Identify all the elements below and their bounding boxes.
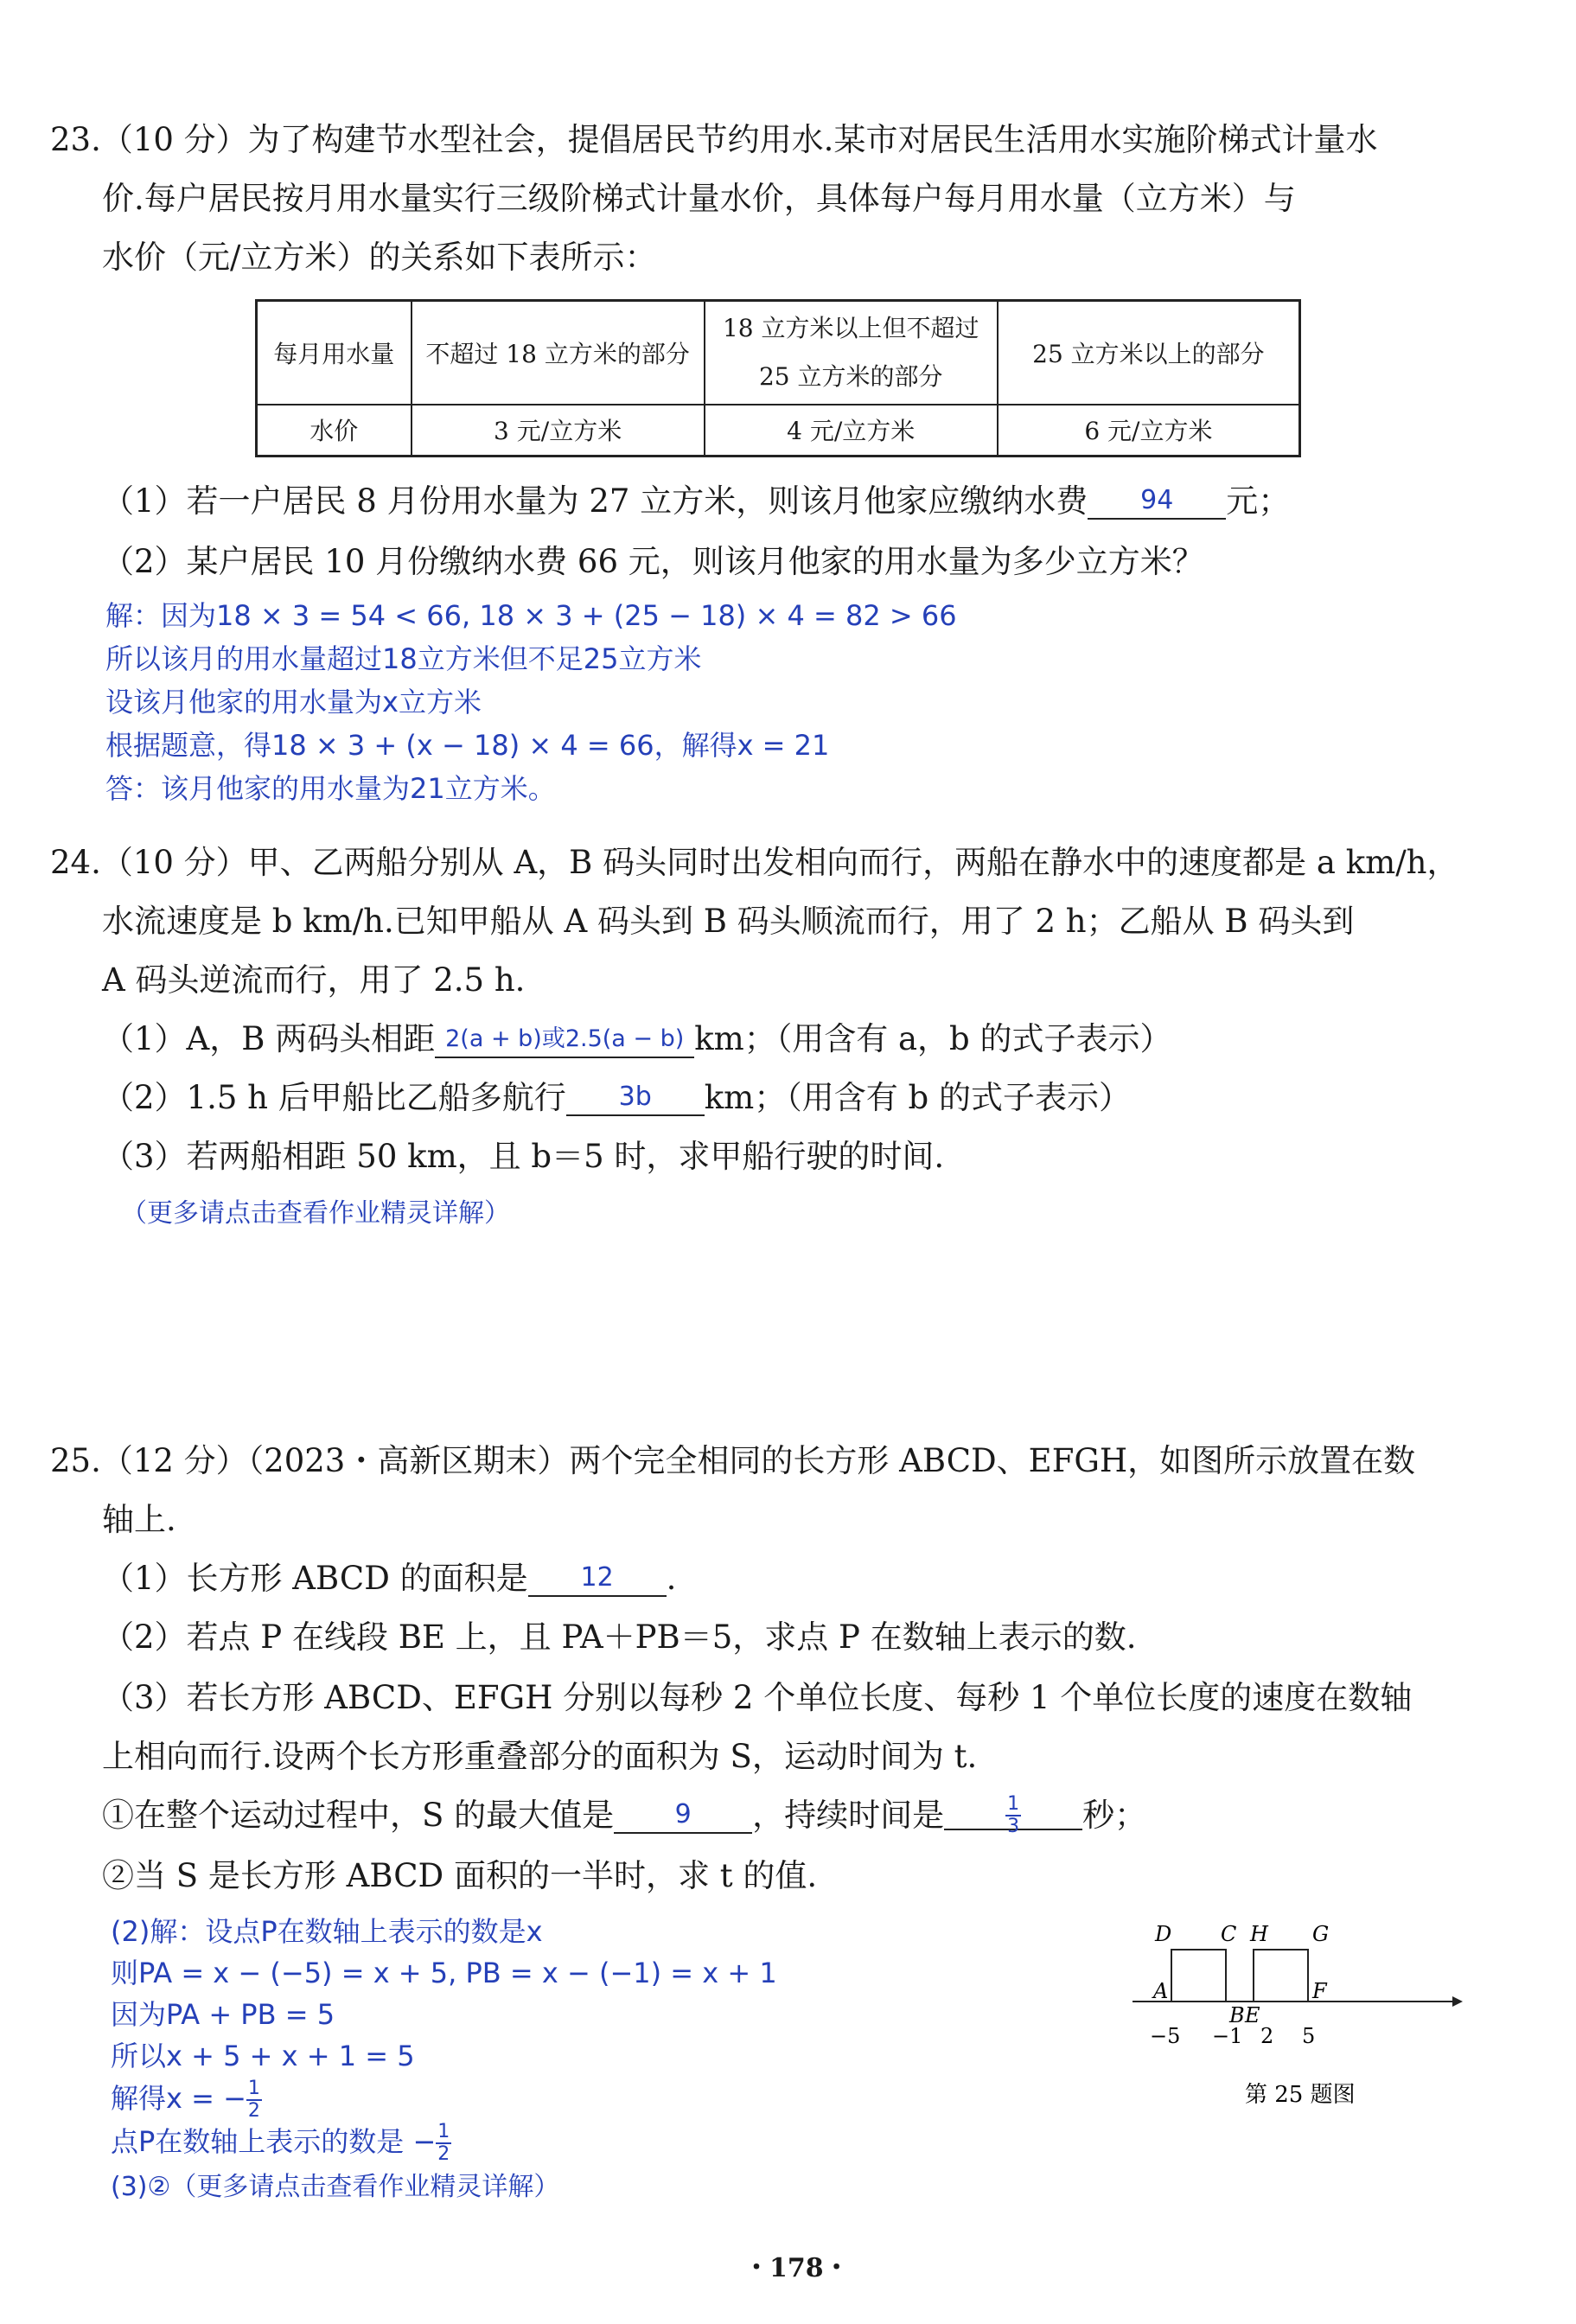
vertex-label: A	[1153, 1979, 1169, 2003]
q25-part3-line1: （3）若长方形 ABCD、EFGH 分别以每秒 2 个单位长度、每秒 1 个单位长度的速度在数轴	[102, 1679, 1413, 1716]
vertex-label: E	[1245, 2003, 1260, 2027]
rectangle-abcd	[1171, 1950, 1226, 2002]
fraction	[1005, 1794, 1021, 1837]
q24-part2	[102, 1077, 1131, 1120]
q25-line2: 轴上.	[102, 1501, 176, 1538]
table-header-cell	[705, 301, 998, 405]
vertex-label: B	[1229, 2003, 1245, 2027]
q23-line1: 23.（10 分）为了构建节水型社会，提倡居民节约用水.某市对居民生活用水实施阶梯式计量水	[50, 121, 1378, 158]
q25-solution-line: 因为PA + PB = 5	[111, 1998, 335, 2031]
fraction	[246, 2078, 262, 2122]
q25-c1-duration-answer	[944, 1792, 1082, 1837]
q25-more-link[interactable]: (3)②（更多请点击查看作业精灵详解）	[111, 2172, 560, 2202]
q23-part1	[102, 481, 1290, 523]
table-cell: 水价	[257, 405, 412, 456]
q25-solution-line: 所以x + 5 + x + 1 = 5	[111, 2040, 415, 2072]
q24-part2-unit: km；（用含有 b 的式子表示）	[704, 1079, 1131, 1116]
tick-label: −5	[1150, 2024, 1181, 2048]
q24-part1	[102, 1018, 1172, 1062]
table-header-line: 25 立方米的部分	[758, 361, 943, 391]
table-header-line: 18 立方米以上但不超过	[722, 313, 979, 342]
table-cell: 6 元/立方米	[998, 405, 1300, 456]
q23-part1-text: （1）若一户居民 8 月份用水量为 27 立方米，则该月他家应缴纳水费	[102, 482, 1088, 520]
vertex-label: H	[1250, 1922, 1268, 1946]
number-line-diagram	[1124, 1915, 1487, 2114]
q23-solution-line: 根据题意，得18 × 3 + (x − 18) × 4 = 66，解得x = 21	[105, 729, 830, 762]
q23-solution-line: 设该月他家的用水量为x立方米	[105, 686, 482, 718]
q24-more-link[interactable]: （更多请点击查看作业精灵详解）	[121, 1198, 510, 1229]
fraction-numerator: 1	[247, 2078, 260, 2099]
q24-part3: （3）若两船相距 50 km，且 b＝5 时，求甲船行驶的时间.	[102, 1138, 945, 1175]
vertex-label: G	[1312, 1922, 1330, 1946]
q25-c1-answer: 9	[614, 1797, 752, 1834]
q24-part2-text: （2）1.5 h 后甲船比乙船多航行	[102, 1079, 566, 1116]
q25-part1	[102, 1558, 676, 1600]
fraction-denominator: 2	[437, 2143, 450, 2165]
q25-solution-line	[111, 2122, 451, 2165]
q23-solution-line: 答：该月他家的用水量为21立方米。	[105, 772, 556, 805]
tick-label: 2	[1260, 2024, 1274, 2048]
q25-solution-text: 解得x = −	[111, 2082, 246, 2115]
water-price-table	[255, 299, 1301, 457]
q25-solution-text: 点P在数轴上表示的数是 −	[111, 2125, 437, 2158]
fraction-denominator: 2	[247, 2100, 260, 2122]
q25-part1-end: .	[666, 1560, 677, 1597]
q25-part3-c1	[102, 1792, 1147, 1837]
q23-solution-line: 解：因为18 × 3 = 54 < 66, 18 × 3 + (25 − 18) × 4 = 82 > 66	[105, 599, 957, 632]
q23-solution-line: 所以该月的用水量超过18立方米但不足25立方米	[105, 642, 702, 675]
tick-label: 5	[1302, 2024, 1316, 2048]
q23-part1-answer: 94	[1088, 483, 1226, 520]
table-header-cell: 25 立方米以上的部分	[998, 301, 1300, 405]
fraction-numerator: 1	[437, 2121, 450, 2142]
q25-part3-c2: ②当 S 是长方形 ABCD 面积的一半时，求 t 的值.	[102, 1857, 818, 1894]
q25-solution-line: 则PA = x − (−5) = x + 5, PB = x − (−1) = x + 1	[111, 1957, 777, 1989]
q25-c1-text: ①在整个运动过程中，S 的最大值是	[102, 1797, 615, 1834]
fraction-numerator: 1	[1007, 1792, 1020, 1815]
fraction	[436, 2122, 451, 2165]
q24-part1-unit: km；（用含有 a，b 的式子表示）	[694, 1020, 1172, 1057]
q24-part1-text: （1）A，B 两码头相距	[102, 1020, 436, 1057]
table-header-cell: 不超过 18 立方米的部分	[412, 301, 705, 405]
q24-line1: 24.（10 分）甲、乙两船分别从 A，B 码头同时出发相向而行，两船在静水中的速度都是 a km/h，	[50, 844, 1459, 881]
q25-c1-unit: 秒；	[1082, 1797, 1147, 1834]
table-cell: 4 元/立方米	[705, 405, 998, 456]
table-cell: 3 元/立方米	[412, 405, 705, 456]
q23-part1-unit: 元；	[1226, 482, 1291, 520]
q25-c1-mid: ，持续时间是	[752, 1797, 945, 1834]
tick-label: −1	[1212, 2024, 1243, 2048]
arrowhead-icon	[1452, 1996, 1463, 2007]
table-header-cell: 每月用水量	[257, 301, 412, 405]
q25-solution-line	[111, 2078, 262, 2122]
q25-part1-text: （1）长方形 ABCD 的面积是	[102, 1560, 528, 1597]
q24-part2-answer: 3b	[566, 1080, 705, 1116]
q23-part2: （2）某户居民 10 月份缴纳水费 66 元，则该月他家的用水量为多少立方米？	[102, 543, 1204, 580]
q25-part3-line2: 上相向而行.设两个长方形重叠部分的面积为 S，运动时间为 t.	[102, 1738, 978, 1775]
q24-part1-answer: 2(a + b)或2.5(a − b)	[435, 1022, 694, 1058]
q24-line2: 水流速度是 b km/h.已知甲船从 A 码头到 B 码头顺流而行，用了 2 h；乙船从 B 码头到	[102, 903, 1355, 940]
q25-part1-answer: 12	[528, 1561, 667, 1597]
q23-line2: 价.每户居民按月用水量实行三级阶梯式计量水价，具体每户每月用水量（立方米）与	[102, 180, 1296, 217]
vertex-label: C	[1221, 1922, 1237, 1946]
q24-line3: A 码头逆流而行，用了 2.5 h.	[102, 961, 526, 999]
figure-caption: 第 25 题图	[1245, 2082, 1356, 2108]
page-number: ・178・	[743, 2253, 850, 2283]
vertex-label: D	[1155, 1922, 1172, 1946]
vertex-label: F	[1312, 1979, 1327, 2003]
q25-line1: 25.（12 分）（2023・高新区期末）两个完全相同的长方形 ABCD、EFGH，如图所示放置在数	[50, 1442, 1416, 1479]
number-line-svg	[1124, 1915, 1487, 2114]
q25-part2: （2）若点 P 在线段 BE 上，且 PA＋PB＝5，求点 P 在数轴上表示的数.	[102, 1618, 1137, 1656]
q25-solution-line: (2)解：设点P在数轴上表示的数是x	[111, 1915, 543, 1948]
q23-line3: 水价（元/立方米）的关系如下表所示：	[102, 239, 657, 276]
fraction-denominator: 3	[1007, 1815, 1020, 1837]
rectangle-efgh	[1254, 1950, 1308, 2002]
